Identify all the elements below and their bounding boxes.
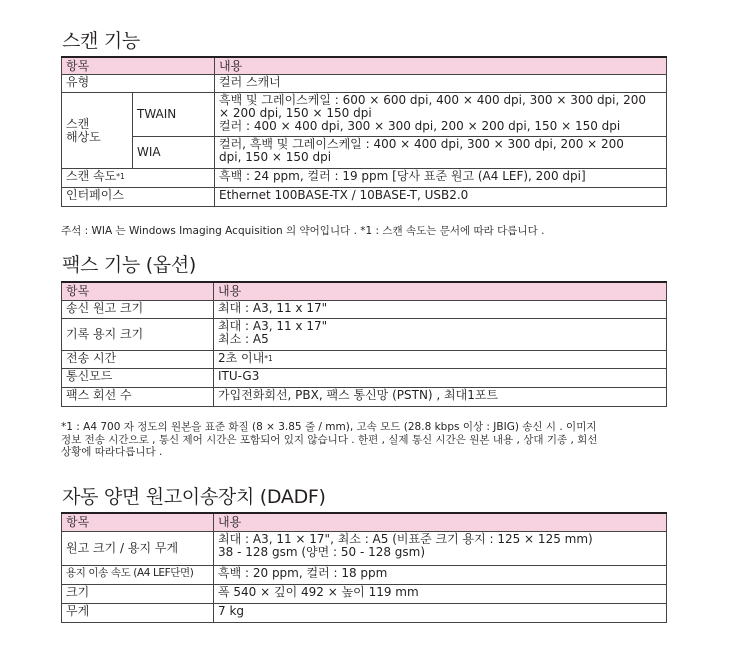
table-row [62, 584, 667, 603]
header-item: 항목 [62, 57, 215, 74]
table-row [62, 168, 667, 187]
doc-size-line: 최대 : A3, 11 × 17", 최소 : A5 (비표준 크기 용지 : 125 × 125 mm) [218, 531, 593, 546]
header-item: 항목 [62, 513, 214, 531]
scan-spec-table [61, 56, 667, 207]
record-size-line: 최대 : A3, 11 x 17" [218, 318, 328, 333]
table-row [62, 531, 667, 565]
twain-line: 흑백 및 그레이스케일 : 600 × 600 dpi, 400 × 400 dpi, 300 × 300 dpi, 200 [219, 92, 647, 107]
doc-size-line: 38 - 128 gsm (양면 : 50 - 128 gsm) [218, 544, 426, 559]
table-row [62, 300, 667, 318]
type-label: 유형 [62, 74, 215, 92]
feed-speed-value: 흑백 : 20 ppm, 컬러 : 18 ppm [214, 565, 667, 584]
weight-value: 7 kg [214, 603, 667, 622]
send-time-label: 전송 시간 [62, 350, 214, 368]
fax-note [61, 421, 667, 459]
fax-spec-table [61, 281, 667, 407]
table-row [62, 74, 667, 92]
footnote-mark: *1 [264, 353, 273, 363]
header-content: 내용 [215, 57, 667, 74]
type-value: 컬러 스캐너 [215, 74, 667, 92]
table-row [62, 368, 667, 387]
record-size-value [214, 318, 667, 350]
table-header-row [62, 513, 667, 531]
fax-note-line: *1 : A4 700 자 정도의 원본을 표준 화질 (8 × 3.85 줄 / mm), 고속 모드 (28.8 kbps 이상 : JBIG) 송신 시 . 이미지 [61, 421, 597, 433]
send-size-value: 최대 : A3, 11 x 17" [214, 300, 667, 318]
interface-value: Ethernet 100BASE-TX / 10BASE-T, USB2.0 [215, 187, 667, 206]
dimensions-value: 폭 540 × 깊이 492 × 높이 119 mm [214, 584, 667, 603]
scan-section-title: 스캔 기능 [62, 30, 140, 52]
wia-value [215, 136, 667, 168]
fax-lines-label: 팩스 회선 수 [62, 387, 214, 406]
twain-value [215, 92, 667, 136]
table-header-row [62, 57, 667, 74]
fax-section-title: 팩스 기능 (옵션) [62, 254, 197, 276]
table-row [62, 187, 667, 206]
footnote-mark: *1 [116, 171, 125, 181]
dadf-section-title: 자동 양면 원고이송장치 (DADF) [62, 486, 326, 508]
send-size-label: 송신 원고 크기 [62, 300, 214, 318]
table-row [62, 565, 667, 584]
wia-label: WIA [133, 136, 215, 168]
table-header-row [62, 282, 667, 300]
dimensions-label: 크기 [62, 584, 214, 603]
send-time-text: 2초 이내 [218, 350, 265, 365]
fax-note-line: 상황에 따라다릅니다 . [61, 446, 163, 458]
comm-mode-value: ITU-G3 [214, 368, 667, 387]
table-row [62, 136, 667, 168]
record-size-line: 최소 : A5 [218, 331, 269, 346]
doc-size-label: 원고 크기 / 용지 무게 [62, 531, 214, 565]
feed-speed-label: 용지 이송 속도 (A4 LEF단면) [62, 565, 214, 584]
speed-label-text: 스캔 속도 [66, 168, 117, 183]
wia-line: dpi, 150 × 150 dpi [219, 149, 332, 164]
twain-label: TWAIN [133, 92, 215, 136]
twain-line: 컬러 : 400 × 400 dpi, 300 × 300 dpi, 200 × 200 dpi, 150 × 150 dpi [219, 118, 621, 133]
resolution-label: 스캔 해상도 [62, 92, 133, 168]
comm-mode-label: 통신모드 [62, 368, 214, 387]
scan-note: 주석 : WIA 는 Windows Imaging Acquisition 의 약어입니다 . *1 : 스캔 속도는 문서에 따라 다릅니다 . [61, 225, 545, 237]
doc-size-value [214, 531, 667, 565]
speed-value: 흑백 : 24 ppm, 컬러 : 19 ppm [당사 표준 원고 (A4 LEF), 200 dpi] [215, 168, 667, 187]
header-content: 내용 [214, 513, 667, 531]
table-row [62, 92, 667, 136]
table-row [62, 350, 667, 368]
weight-label: 무게 [62, 603, 214, 622]
dadf-spec-table [61, 512, 667, 623]
twain-line: × 200 dpi, 150 × 150 dpi [219, 105, 372, 120]
interface-label: 인터페이스 [62, 187, 215, 206]
table-row [62, 387, 667, 406]
send-time-value [214, 350, 667, 368]
table-row [62, 603, 667, 622]
fax-lines-value: 가입전화회선, PBX, 팩스 통신망 (PSTN) , 최대1포트 [214, 387, 667, 406]
record-size-label: 기록 용지 크기 [62, 318, 214, 350]
fax-note-line: 정보 전송 시간으로 , 통신 제어 시간은 포함되어 있지 않습니다 . 한편 , 실제 통신 시간은 원본 내용 , 상대 기종 , 회선 [61, 433, 598, 446]
header-content: 내용 [214, 282, 667, 300]
header-item: 항목 [62, 282, 214, 300]
table-row [62, 318, 667, 350]
speed-label [62, 168, 215, 187]
wia-line: 컬러, 흑백 및 그레이스케일 : 400 × 400 dpi, 300 × 300 dpi, 200 × 200 [219, 136, 624, 151]
